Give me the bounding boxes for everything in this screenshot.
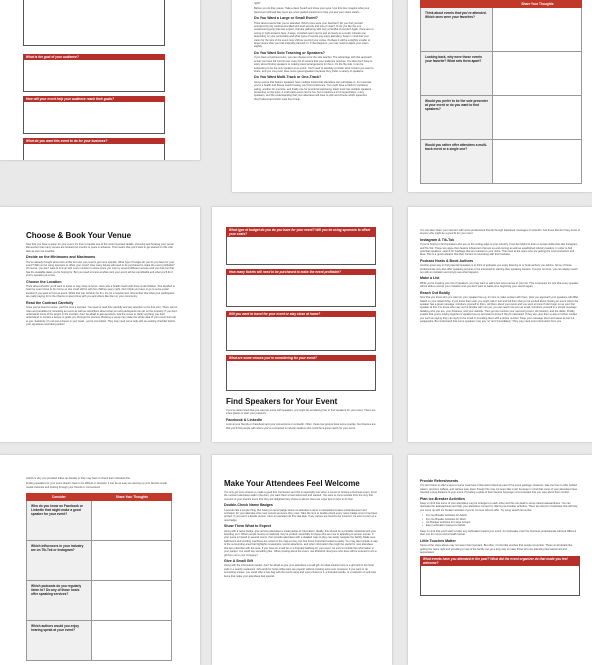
- row-prompt: Looking back, why were those events your favorite? What sets them apart?: [421, 52, 493, 95]
- section-heading: Facebook & LinkedIn: [226, 417, 263, 422]
- question-block: [23, 54, 165, 92]
- paragraph: Some of the steps above may not seem that important. But often, it's the little touches that people remember. These small details like getting the name right and providing a map of the facility can go a long way to make those who are attending feel welcomed and appreciated.: [420, 544, 573, 554]
- section-heading: Podcast Hosts & Book Authors: [420, 258, 474, 263]
- question-bar: What is the goal of your audience?: [23, 54, 165, 60]
- list-item: • Fun Ice Breaker Activities for Adults: [420, 514, 580, 517]
- paragraph: Along with the information packet, don't be afraid to give your attendees a small gift. An ideal solution here is a gift card to the hotel café or a nearby restaurant. Gift cards for hotel coffee bars are popular without creating extra cost. However, if you want to do something unique, you could offer a tote bag with the event name and your printed on it, a branded candle, or a selection of self-care items that make your attendees feel special.: [224, 564, 377, 578]
- list-item: • Ice Breaker Activities for Large Groups: [420, 521, 580, 524]
- page-title: Make Your Attendees Feel Welcome: [224, 479, 360, 488]
- question-block: [8, 0, 192, 46]
- row-prompt: Which podcasts do you regularly listen to? Do any of those hosts offer speaking services?: [27, 581, 92, 620]
- answer-cell[interactable]: [493, 140, 581, 183]
- page-title: Find Speakers for Your Event: [226, 397, 338, 406]
- page-4: [0, 207, 200, 442]
- section-heading: Little Touches Matter: [420, 538, 456, 543]
- answer-cell[interactable]: [493, 52, 581, 95]
- paragraph: right?: [254, 2, 261, 5]
- section-heading: Decide on the Minimums and Maximums: [26, 255, 96, 260]
- answer-box[interactable]: [226, 317, 376, 351]
- page-1: [0, 0, 200, 160]
- answer-cell[interactable]: [92, 581, 171, 620]
- section-heading: Do You Want a Large or Small Event?: [254, 16, 318, 21]
- table-row: [26, 541, 172, 581]
- table-row: [26, 501, 172, 541]
- column-header: Share Your Thoughts: [493, 0, 582, 8]
- paragraph: If you have a business team, you can choose to be the sole teacher. The advantage with this approach is that you have full control over every bit of content that your audience receives. You also don't have to worry about finding speakers or making travel arrangements for them. On the flip side, it can be exhausting to be the only speaker at an event. You'll need to carefully consider what content you want to share, and you may even have some guest speakers because they prefer a variety of speakers.: [254, 56, 374, 73]
- list-item: • Easy Icebreaker Games for Adults: [420, 524, 580, 527]
- section-heading: Reach Out Boldly: [420, 290, 450, 295]
- question-bar: What are some venues you're considering for your event?: [226, 355, 376, 361]
- question-bar: What events have you attended in the past? What did the event organizer do that made you feel welcome?: [420, 556, 580, 566]
- row-prompt: Which influencers in your industry are on Tik-Tok or Instagram?: [27, 541, 92, 580]
- answer-cell[interactable]: [493, 96, 581, 139]
- paragraph: Once you've found a venue, you'll be sent a contract. You need to read this carefully and pay attention to the fine print. There can be rules and penalties for canceling an event as well as restrictions about what you and participants can do on the property. If you don't understand some of the jargon in the contract, don't be afraid to ask questions. Ask the venue to clarify anything you don't understand or contact a lawyer to guide you through the process. Booking a venue can make the whole idea of your event feel real to you. Suddenly, it's not just a dream in your head - you're committed. They may need some help with an existing checklist before your signatures and taking action!: [26, 306, 178, 327]
- paragraph: (which is why you provided follow up details) or they may have to check their schedule first.: [26, 477, 131, 480]
- table-row: [420, 96, 582, 140]
- table-row: [420, 140, 582, 184]
- table-row: [26, 581, 172, 621]
- list-item: • Fun Ice Breaker Activities for Work: [420, 518, 580, 521]
- paragraph: Now that you know who you want on your speaker line-up, it's time to make contact with them. How you approach your speakers will differ based on your relationship. If you know them well, you might call or text and tell them that you're excited about hosting an event where the speaker has a great message. Introduce yourself to them, tell them about your event and you want to know if she'd sign on as your first speaker at this. For those who may not be familiar with you yet, you can reach out over an email. Introduce yourself in a simple message detailing who you are, your business, and your website. Then go into mention your upcoming event, the location, and the dates. Finally, explain that you're putting together a speaker line-up and want to know if they're interested. If they are, give them a way to further contact you such as saying they can reply to the email or providing them with a phone number. Keep your message short and sweet at just 3-4 paragraphs. But understand that some speakers may say 'no' and 'immediately.' They may need more information from you.: [420, 296, 579, 323]
- paragraph: You don't have to offer a seven-course meal here if that wasn't listed as part of the event package. However, take the time to offer bottled waters, premium coffees, and various teas. Even though this may not seem like much but keep in mind that some of your attendees have traveled a long distance to your event. Providing a glass of their favorite beverage communicates that you care about their comfort.: [420, 484, 578, 495]
- column-header: Share Your Thoughts: [92, 493, 172, 501]
- answer-box[interactable]: [23, 102, 165, 134]
- page-7: [0, 455, 200, 665]
- paragraph: Look at your friends on Facebook and your connections on LinkedIn. Often, these two groups have some overlap, but chances are that you'll find people with whom you've connected in industry leaders who could be a great match for your event.: [226, 423, 376, 430]
- table-header: [420, 0, 582, 8]
- section-heading: Choose the Location: [26, 279, 62, 284]
- section-heading: Double-Check Name Badges: [224, 503, 273, 508]
- paragraph: Keep in mind that some of your attendees may be strangers to each other and this can lead to some natural awkwardness. You can decrease the awkwardness and help your attendees connect by offering ice-breaker activities. There are dozens of websites that will help you come up with ice breaker activities if you're not sure what to offer. Try using search terms like:: [420, 502, 578, 512]
- row-prompt: Think about events that you've attended. Which ones were your favorites?: [421, 8, 493, 51]
- paragraph: Another great way to find potential speakers is to think of podcasts you enjoy listening to or book authors you admire. Some of these professionals may also offer speaking services or be interested in starting their speaking careers. If you're not sure, you can always reach out with an invitation and simply see what happens.: [420, 264, 578, 275]
- page-9: [408, 455, 592, 665]
- paragraph: Now that you have a vision for your event, it's time to handle one of the most important details: choosing and booking your venue. Remember that many venues are booked out months to years in advance. This means that you'll want to get started on this vital task as soon as possible.: [26, 243, 175, 253]
- answer-box[interactable]: [226, 275, 376, 307]
- table-row: [420, 52, 582, 96]
- paragraph: While you're creating your list of speakers, you may want to add a few extra names to your list. This is because it's rare that every speaker will be able to accept your invitation and you don't want to waste time beginning your search again.: [420, 281, 579, 289]
- page-3: [408, 0, 592, 192]
- page-5: [212, 207, 392, 442]
- paragraph: If you've determined that you want an event with speakers, you might be wondering how to find speakers for your event. There are a few places to start your research...: [226, 409, 376, 416]
- table-row: [26, 621, 172, 661]
- answer-cell[interactable]: [493, 8, 581, 51]
- section-heading: Do You Want Multi-Track or One-Track?: [254, 75, 322, 80]
- answer-box[interactable]: [226, 361, 376, 391]
- section-heading: Give A Small Gift: [224, 558, 253, 563]
- row-prompt: Would you prefer to be the sole presenter at your event or do you want to find speakers?: [421, 96, 493, 139]
- paragraph: You only get once chance to make a good first impression and this is especially true when it comes to hosting a business event. From the moment attendees walk in the door, you want them to feel welcomed and wanted. You want to communicate from the very first moment of your brand's event that they are delighted they chose to attend. Here are a few tips on how to do that.: [224, 491, 378, 501]
- section-heading: Plan Ice-Breaker Activities: [420, 496, 466, 501]
- page-title: Choose & Book Your Venue: [26, 231, 132, 240]
- answer-cell[interactable]: [92, 501, 171, 540]
- table-header: [26, 493, 172, 501]
- answer-box[interactable]: [420, 566, 580, 596]
- section-heading: Make a List: [420, 276, 440, 281]
- question-bar: What type of budget do you do you have for your event? Will you be using sponsors to offset your costs?: [226, 227, 376, 237]
- section-heading: Do You Want Solo Teaching or Speakers?: [254, 50, 325, 55]
- table-row: [420, 8, 582, 52]
- answer-box[interactable]: [23, 60, 165, 92]
- section-heading: Show Them What to Expect: [224, 524, 272, 529]
- answer-box[interactable]: [23, 0, 165, 46]
- paragraph: You've already thought about size a little but now you need to get more specific. What type of budget do you do you have for your event? Will you be using sponsors to offset your costs? How many tickets will need to be purchased to make the event profitable? Of course, you don't want to end up with more numbers in stone since you may try several different venues until you find one that has the available dates you're hoping for. But you need to know at what point your event will be unprofitable and what you'll do if you're operating at a loss.: [26, 260, 175, 278]
- column-header: Consider: [26, 493, 92, 501]
- page-8: [212, 455, 392, 665]
- paragraph: Along with a name badge, give arriving attendees a small packet of information. Ideally, this should be a printable notebook with your branding on it. When people receive a notebook, they're excited, especially for those who are new to attending in-person events. If your event is hosted in several rooms, then provide attendees with a detailed map so they can easily navigate the facility. Make sure bathrooms and vending machines are noted on the map so they can find these important locations easily. You may also include a map of the surrounding area that highlights restaurants, tourist attractions, and other information that might be useful for new attendees that are unfamiliar with the area. If you have an email list or a branded hashtag for your event, be sure to include this information in your packet. You could say something like, 'When posting about the event, use #thisclub. Everyone who does will be entered to win a gift from us to your company!': [224, 529, 378, 557]
- paragraph: If you're hoping to find speakers who are on the cutting edge of your industry, it can be helpful to look on social media sites like Instagram and Tik-Tok. These two apps often feature influencers that are up-and-coming as well as established industry leaders. In order to find potential speakers, search for hashtags that are relevant to your niche. Then look at the users who are getting the most interaction and likes. This is a good indicator that their content is resonating with their fanbase.: [420, 243, 578, 257]
- row-prompt: Which authors would you enjoy hearing speak at your event?: [27, 621, 92, 660]
- paragraph: Before you do that, pause. Take a deep breath and close your eyes. Use this time imagine what your ideal event will look like. Here are a few guided questions to help you see your vision clearly...: [254, 7, 370, 14]
- answer-cell[interactable]: [92, 541, 171, 580]
- paragraph: Think about events that you've attended. Which ones were your favorites? Do you find yourself energized by big conferences filled with loud sounds and lots of noise? Or do you like the one mastermind group that was a quiet, intimate gathering with only a handful of people? Again, there are no wrong or right answers here. A large, crowded event can be just as lovely as a small, intimate one depending on your personality and what types of events you enjoy attending. Keep in mind that your vision for the size of the event may shift as you find your venue. Perhaps it will be a slightly smaller or larger space than you had originally planned on. If that happens, you may need to adjust your vision slightly.: [254, 21, 374, 49]
- question-bar: Will you want to travel for your event or stay close at home?: [226, 311, 376, 317]
- row-prompt: Would you rather offer attendees a multi-track event or a single one?: [421, 140, 493, 183]
- column-header: [420, 0, 493, 8]
- answer-box[interactable]: [226, 237, 376, 265]
- answer-box[interactable]: [23, 144, 165, 160]
- paragraph: Some events that feature speakers have multiple tracks that attendees can participate in. For example, you're a health and fitness coach hosting your first conference. You might have a track for nutritious eating, another for exercise, and finally one for emotional well-being. Each track has multiple speakers presenting on the topic. A multi-track event can be fun, but it requires a lot of organization, many speakers, and the understanding that your attendees will have to pick and choose which speeches they'll attend and which ones they'll skip.: [254, 80, 372, 101]
- paragraph: Think about whether you'll want to travel or stay close at home. Jane was a health coach with three small children. She decided to host her event close to her home so she could still be with her children every night. Don't think you have to go to some exotic location if you want to host an event. While that can certainly be fun, it's not a requirement. Remember that what your participants are really paying for is the chance to spend time with you and others like them in your community.: [26, 285, 175, 299]
- question-block: [23, 138, 165, 160]
- answer-cell[interactable]: [92, 621, 171, 660]
- question-bar: How many tickets will need to be purchased to make the event profitable?: [226, 269, 376, 275]
- page-2: [232, 0, 392, 192]
- question-bar: How will your event help your audience reach their goals?: [23, 96, 165, 102]
- page-6: [408, 207, 592, 442]
- paragraph: You can also share your intention with a few professional friends through Facebook messages or LinkedIn. Ask those friends if they know of anyone who might be a good fit for your event.: [420, 229, 580, 236]
- paragraph: Finding speakers for your event doesn't have to be difficult or stressful. It can be as easy as opening up your favorite social media channels and looking through your friends or connections!: [26, 482, 167, 489]
- question-block: [23, 96, 165, 134]
- section-heading: Instagram & Tik-Tok: [420, 237, 455, 242]
- section-heading: Read the Contract Carefully: [26, 300, 74, 305]
- bullet-list: [420, 514, 580, 528]
- paragraph: It sounds like a simple thing. But having a name badge where an attendee's name is misspelled creates embarrassment and confusion for your attendee who must correct someone they meet. Take the time to double-check every name badge once it has been printed. If you aren't a details person, have an assistant do this vital task. If any names are found to be incorrect, be sure to print up a new badge.: [224, 508, 378, 522]
- paragraph: Keep in mind that you'll want to tailor any icebreaker toward your event. An icebreaker event for business professionals will look different than one for moms and a health retreat.: [420, 529, 577, 537]
- row-prompt: Who do you know on Facebook or LinkedIn that might make a good speaker for your event?: [27, 501, 92, 540]
- question-bar: What do you want this event to do for your business?: [23, 138, 165, 144]
- section-heading: Provide Refreshments: [420, 479, 459, 483]
